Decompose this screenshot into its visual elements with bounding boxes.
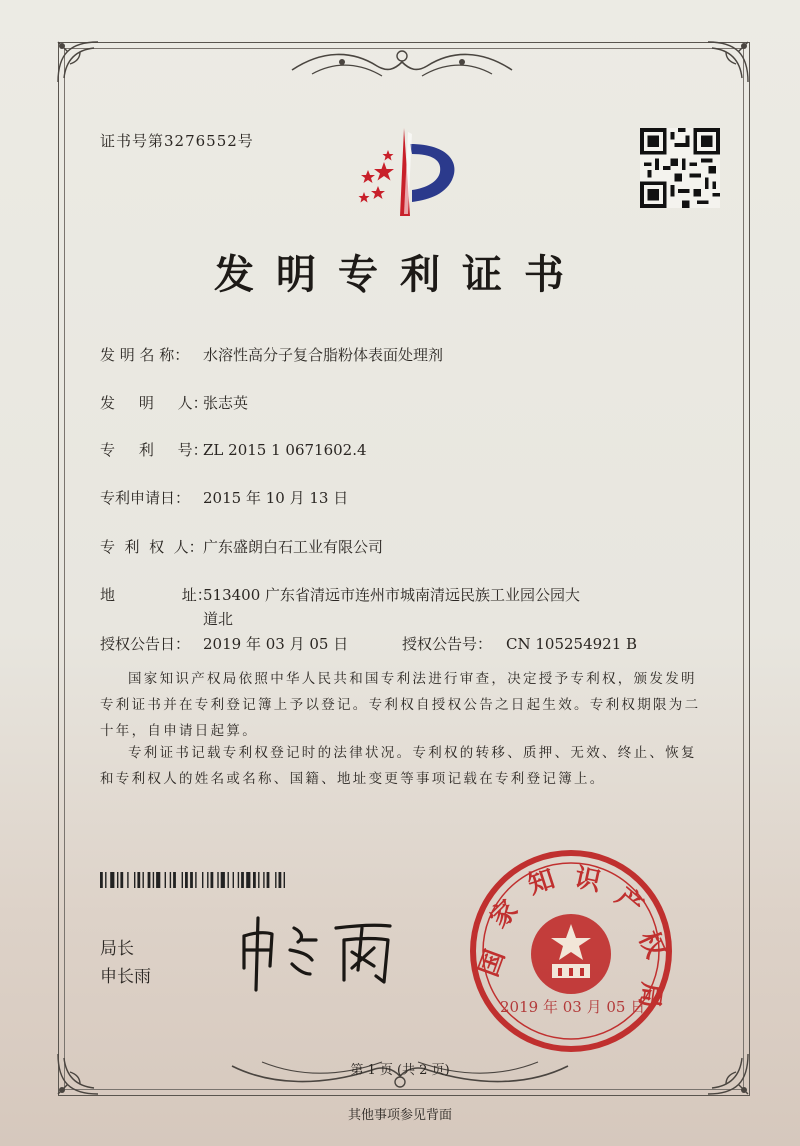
handwritten-signature: [232, 910, 402, 994]
qr-code-icon: [640, 128, 720, 208]
svg-text:家: 家: [484, 894, 525, 935]
official-seal-icon: [466, 846, 676, 1056]
certificate-number: 证书号第3276552号: [100, 132, 254, 150]
field-value: CN 105254921 B: [506, 635, 638, 653]
field-label: 发 明 人：: [100, 394, 208, 412]
field-value: 张志英: [203, 394, 249, 412]
page-number: 第 1 页 (共 2 页): [350, 1063, 450, 1078]
svg-text:国: 国: [473, 945, 512, 981]
corner-ornament-top-left: [50, 34, 106, 90]
seal-date: 2019 年 03 月 05 日: [500, 998, 646, 1016]
field-value: 2015 年 10 月 13 日: [203, 489, 349, 507]
body-paragraph: 国家知识产权局依照中华人民共和国专利法进行审查，决定授予专利权，颁发发明专利证书并在专利登记簿上予以登记。专利权自授权公告之日起生效。专利权期限为二十年，自申请日起算。: [100, 671, 701, 739]
field-label: 专利申请日：: [100, 489, 191, 507]
field-label: 授权公告号：: [402, 635, 493, 653]
field-value: 水溶性高分子复合脂粉体表面处理剂: [203, 346, 444, 364]
field-value: 2019 年 03 月 05 日: [203, 635, 349, 653]
footer-note: 其他事项参见背面: [347, 1108, 452, 1123]
field-value: 广东盛朗白石工业有限公司: [203, 538, 384, 556]
svg-text:产: 产: [609, 882, 649, 922]
field-label: 专 利 号：: [100, 441, 208, 459]
corner-ornament-top-right: [700, 34, 756, 90]
field-value: 513400 广东省清远市连州市城南清远民族工业园公园大: [203, 586, 581, 604]
certificate-title: 发明专利证书: [214, 251, 586, 298]
field-label: 发 明 名 称：: [100, 346, 190, 364]
patent-office-logo-icon: [340, 122, 470, 222]
signatory-title: 局长: [100, 939, 134, 959]
field-label: 授权公告日：: [100, 635, 191, 653]
svg-text:权: 权: [632, 926, 671, 963]
field-value-continued: 道北: [203, 610, 234, 628]
top-ornament: [282, 40, 522, 86]
svg-text:知: 知: [524, 864, 559, 901]
field-label: 专 利 权 人：: [100, 538, 204, 556]
svg-text:局: 局: [633, 980, 667, 1011]
svg-text:识: 识: [571, 862, 604, 898]
body-paragraph: 专利证书记载专利权登记时的法律状况。专利权的转移、质押、无效、终止、恢复和专利权人的姓名或名称、国籍、地址变更等事项记载在专利登记簿上。: [100, 745, 697, 787]
barcode-icon: [100, 872, 348, 888]
field-value: ZL 2015 1 0671602.4: [203, 441, 367, 459]
signatory-name: 申长雨: [100, 967, 151, 987]
field-label: 地 址：: [100, 586, 212, 604]
